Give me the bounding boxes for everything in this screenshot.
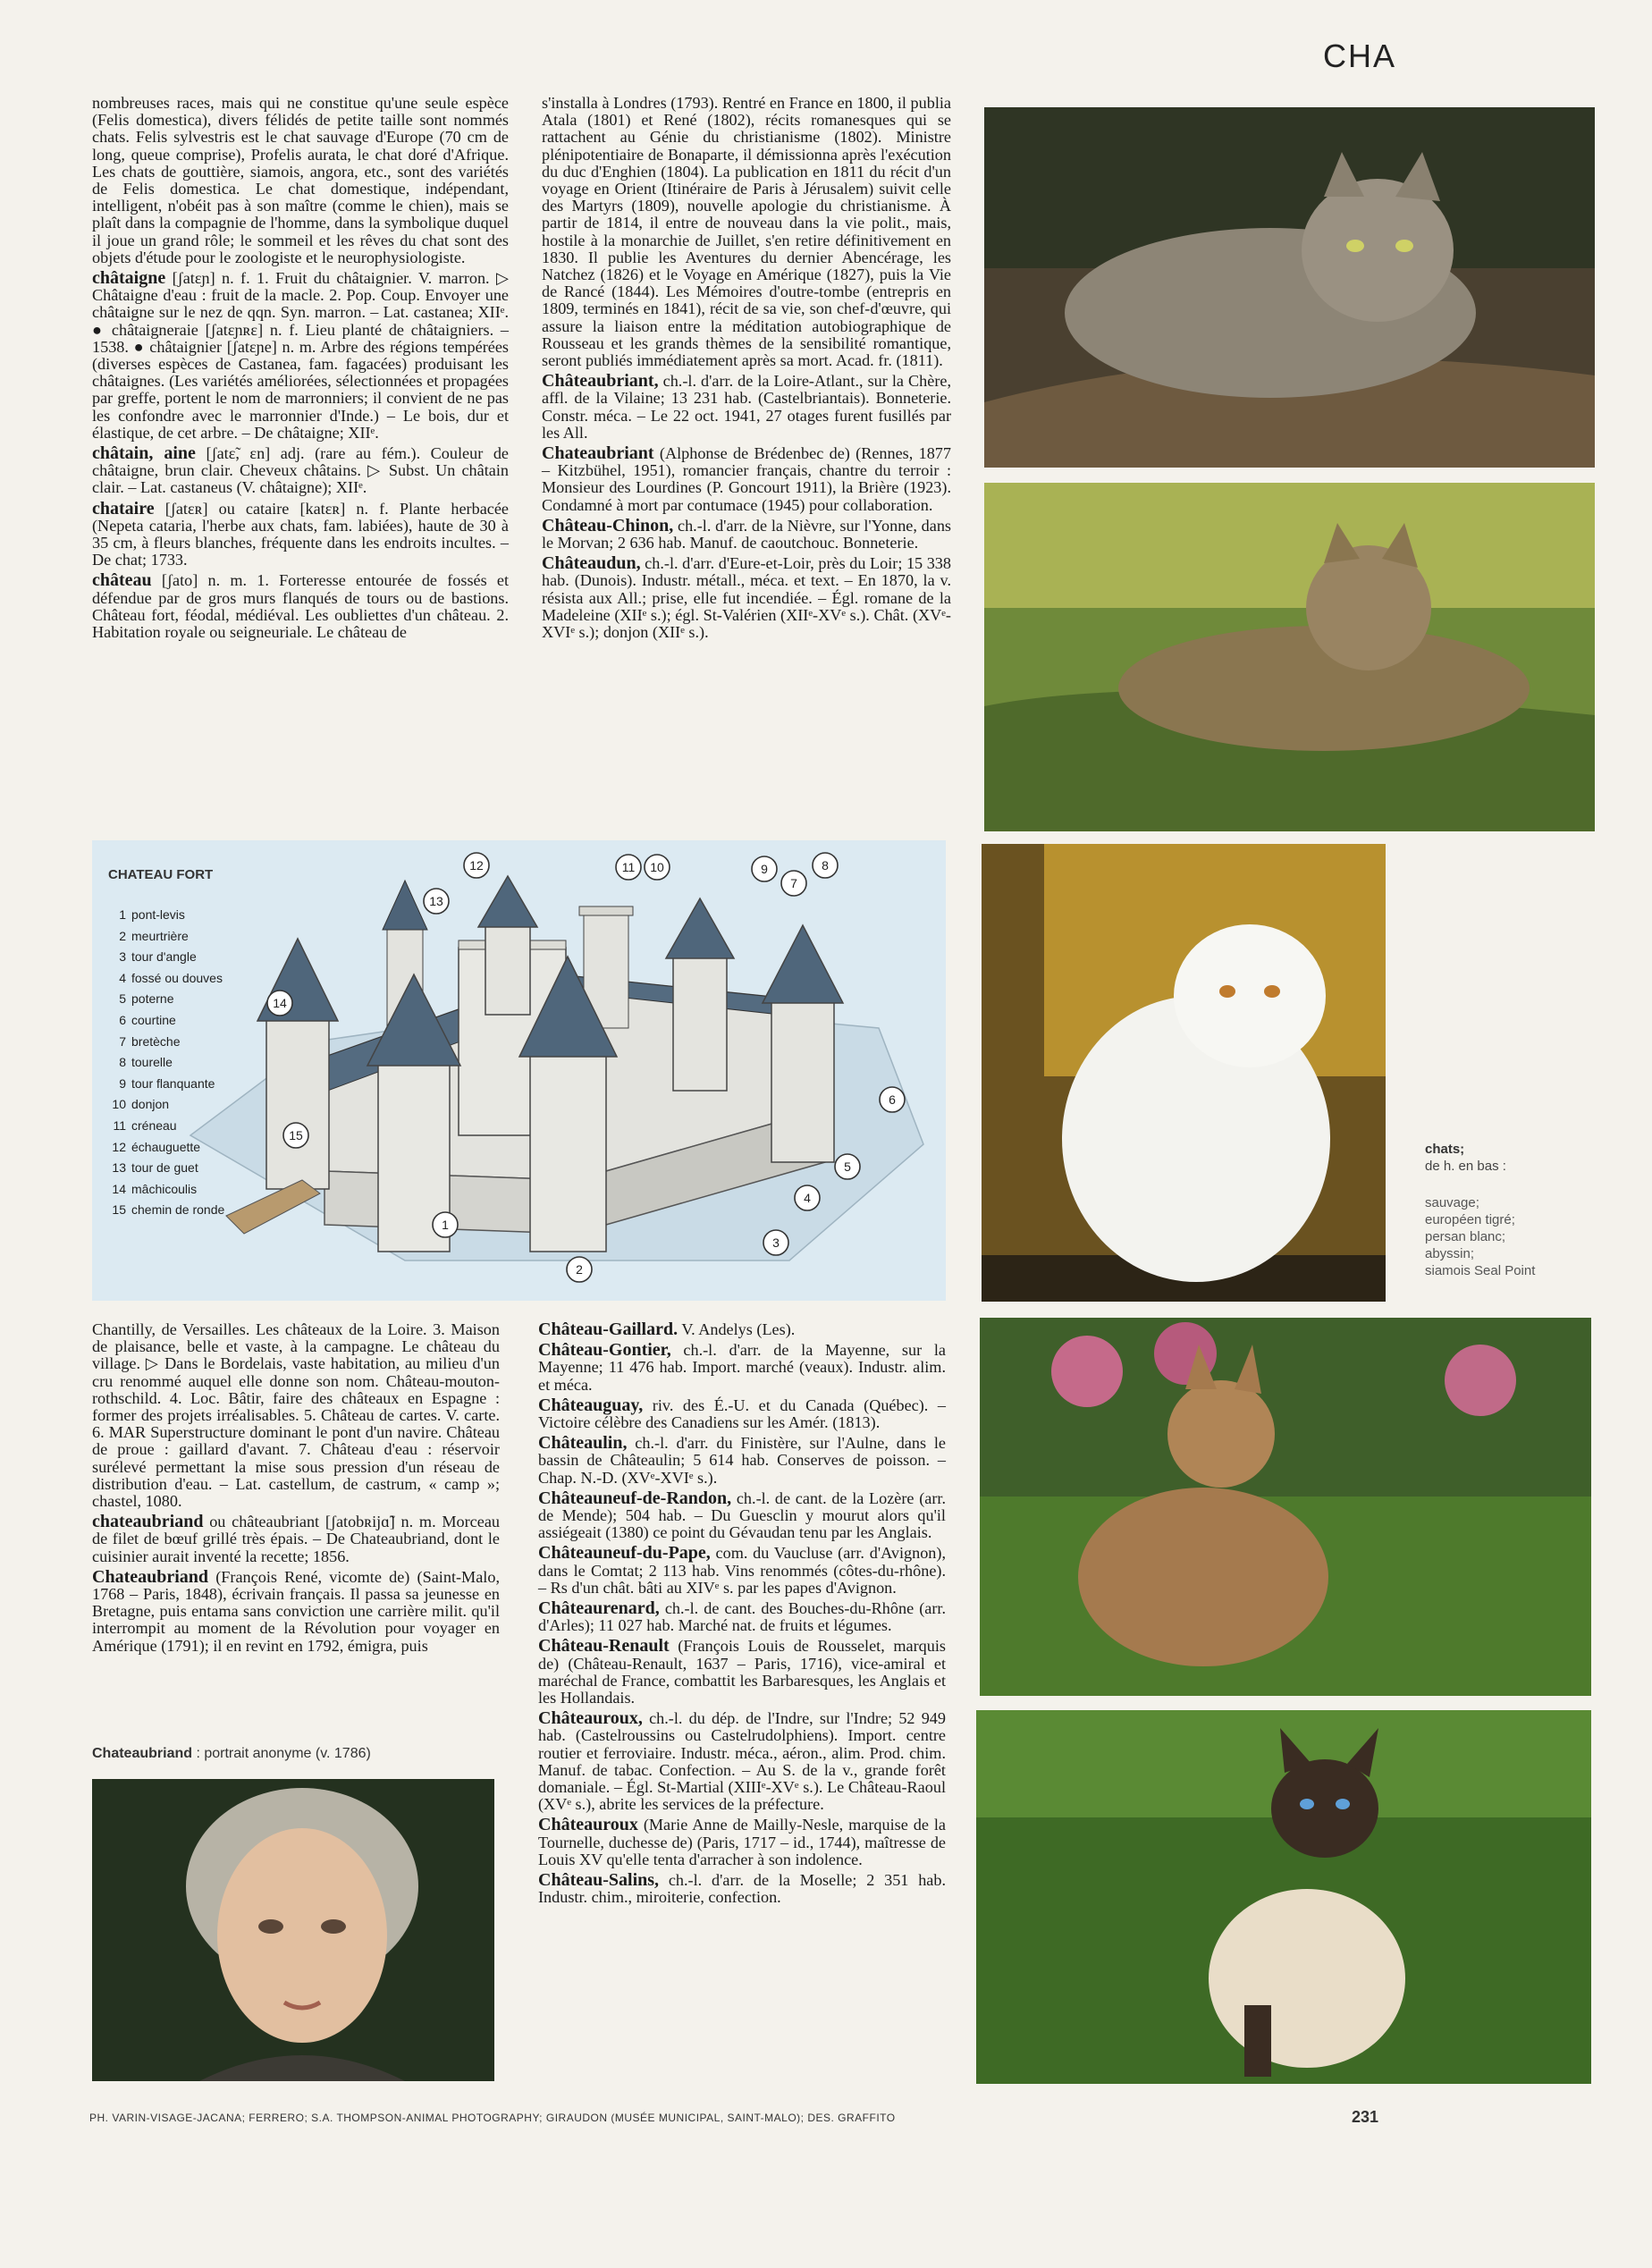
legend-number: 7 bbox=[119, 1033, 126, 1049]
col1-entries bbox=[92, 270, 509, 641]
entry-definition: riv. des É.-U. et du Canada (Québec). – Victoire célèbre des Canadiens sur les Amér. (1813). bbox=[538, 1395, 946, 1432]
entry-headword: Château-Renault bbox=[538, 1636, 670, 1657]
entry-definition: ou châteaubriant [ʃatobʀijɑ̃] n. m. Morceau de filet de bœuf grillé très épais. – De Chateaubriand, dont le cuisinier aurait inventé la recette; 1856. bbox=[92, 1513, 500, 1565]
callout-8 bbox=[813, 853, 838, 878]
legend-label: tourelle bbox=[131, 1055, 173, 1070]
entry-definition: ch.-l. du dép. de l'Indre, sur l'Indre; 52 949 hab. (Castelroussins ou Castelrudolphiens). Import. centre routier et ferroviaire. Industr. méca., aéron., alim. Prod. chim. Manuf. de tabac. Confection. – Au S. de la v., grande forêt domaniale. – Égl. St-Martial (XIIIᵉ-XVᵉ s.). Le Château-Raoul (XVᵉ s.), abrite les services de la préfecture. bbox=[538, 1709, 946, 1814]
legend-label: tour d'angle bbox=[131, 949, 197, 965]
dictionary-entry bbox=[538, 1600, 946, 1634]
dictionary-entry bbox=[542, 445, 951, 514]
svg-text:8: 8 bbox=[822, 858, 829, 873]
svg-text:6: 6 bbox=[889, 1092, 896, 1107]
legend-label: donjon bbox=[131, 1097, 170, 1112]
cat-photo-wild bbox=[984, 107, 1595, 468]
entry-definition: ch.-l. de cant. des Bouches-du-Rhône (arr. d'Arles); 11 027 hab. Marché nat. de fruits et légumes. bbox=[538, 1599, 946, 1635]
entry-definition: ch.-l. d'arr. de la Loire-Atlant., sur la Chère, affl. de la Vilaine; 13 231 hab. (Castelbriantais). Bonneterie. Constr. méca. – Le 22 oct. 1941, 27 otages furent fusillés par les All. bbox=[542, 372, 951, 442]
legend-number: 9 bbox=[119, 1075, 126, 1091]
cat-photo-siamese bbox=[976, 1710, 1591, 2084]
svg-text:4: 4 bbox=[804, 1191, 811, 1205]
entry-definition: ch.-l. d'arr. de la Nièvre, sur l'Yonne, dans le Morvan; 2 636 hab. Manuf. de caoutchouc. Bonneterie. bbox=[542, 516, 951, 552]
entry-headword: château bbox=[92, 570, 152, 591]
legend-label: échauguette bbox=[131, 1139, 201, 1154]
dictionary-entry bbox=[538, 1638, 946, 1707]
entry-headword: Châteaudun, bbox=[542, 553, 641, 574]
dictionary-entry bbox=[538, 1872, 946, 1906]
entry-definition: [ʃato] n. m. 1. Forteresse entourée de fossés et défendue par de gros murs flanqués de tours ou de bastions. Château fort, féodal, médiéval. Les oubliettes d'un château. 2. Habitation royale ou seigneuriale. Le château de bbox=[92, 571, 509, 642]
legend-label: chemin de ronde bbox=[131, 1202, 225, 1218]
cats-caption-item: européen tigré; bbox=[1425, 1212, 1515, 1227]
legend-number: 15 bbox=[112, 1202, 126, 1218]
svg-text:15: 15 bbox=[289, 1128, 303, 1142]
cat-photo-european-tabby bbox=[984, 483, 1595, 831]
page-section-header: CHA bbox=[1323, 38, 1397, 74]
entry-headword: châtaigne bbox=[92, 268, 166, 289]
dictionary-entry bbox=[92, 1566, 500, 1655]
chateaubriand-portrait bbox=[92, 1779, 494, 2081]
dictionary-entry bbox=[542, 555, 951, 641]
dictionary-entry bbox=[538, 1710, 946, 1813]
entry-definition: Chantilly, de Versailles. Les châteaux de la Loire. 3. Maison de plaisance, belle et vaste, à la campagne. Le château du village. ▷ Dans le Bordelais, vaste habitation, au milieu d'un cru renommé auquel elle donne son nom. Château-mouton-rothschild. 4. Loc. Bâtir, faire des châteaux en Espagne : former des projets irréalisables. 5. Château de cartes. V. carte. 6. MAR Superstructure dominant le pont d'un navire. Château de proue : gaillard d'avant. 7. Château d'eau : réservoir surélevé permettant la mise sous pression d'un réseau de distribution d'eau. – Lat. castellum, de castrum, « camp »; chastel, 1080. bbox=[92, 1320, 500, 1511]
entry-definition: ch.-l. de cant. de la Lozère (arr. de Mende); 504 hab. – Du Guesclin y mourut alors qu'il assiégeait (1380) ce point du Gévaudan tenu par les Anglais. bbox=[538, 1488, 946, 1542]
svg-text:13: 13 bbox=[429, 894, 443, 908]
legend-number: 6 bbox=[119, 1012, 126, 1027]
dictionary-entry bbox=[92, 572, 509, 641]
entry-definition: (Alphonse de Brédenbec de) (Rennes, 1877 – Kitzbühel, 1951), romancier français, chantre du terroir : Monsieur des Lourdines (P. Goncourt 1911), la Brière (1923). Condamné à mort par contumace (1945) pour collaboration. bbox=[542, 444, 951, 514]
legend-number: 2 bbox=[119, 928, 126, 943]
callout-12 bbox=[464, 853, 489, 878]
entry-definition: [ʃatɛʀ] ou cataire [katɛʀ] n. f. Plante herbacée (Nepeta cataria, l'herbe aux chats, fam. labiées), haute de 30 à 35 cm, à fleurs blanches, fréquente dans les endroits incultes. – De chat; 1733. bbox=[92, 499, 509, 569]
svg-text:5: 5 bbox=[844, 1159, 851, 1174]
entry-definition: V. Andelys (Les). bbox=[678, 1320, 796, 1338]
svg-text:11: 11 bbox=[621, 860, 636, 874]
entry-definition: ch.-l. d'arr. de la Mayenne, sur la Mayenne; 11 476 hab. Import. marché (veaux). Industr. alim. et méca. bbox=[538, 1341, 946, 1394]
cats-caption-item: sauvage; bbox=[1425, 1195, 1479, 1210]
legend-number: 13 bbox=[112, 1160, 126, 1176]
column-1-bottom bbox=[92, 1321, 500, 1658]
callout-1 bbox=[433, 1212, 458, 1237]
dictionary-entry bbox=[542, 515, 951, 552]
callout-14 bbox=[267, 991, 292, 1016]
col2-bottom-entries bbox=[538, 1321, 946, 1907]
callout-13 bbox=[424, 889, 449, 914]
col2-top-entries bbox=[542, 95, 951, 641]
callout-15 bbox=[283, 1123, 308, 1148]
dictionary-entry bbox=[92, 498, 509, 569]
col1-bottom-entries bbox=[92, 1321, 500, 1655]
legend-number: 3 bbox=[119, 949, 126, 965]
svg-text:3: 3 bbox=[772, 1235, 780, 1250]
cats-caption bbox=[1425, 1141, 1604, 1279]
entry-headword: Châteauroux, bbox=[538, 1708, 643, 1729]
legend-label: tour de guet bbox=[131, 1160, 198, 1176]
entry-definition: s'installa à Londres (1793). Rentré en France en 1800, il publia Atala (1801) et René (1802), récits romanesques qui se rattachent au Génie du christianisme (1802). Ministre plénipotentiaire de Bonaparte, il démissionna après l'exécution du duc d'Enghien (1804). La publication en 1811 du récit d'un voyage en Orient (Itinéraire de Paris à Jérusalem) suivit celle des Martyrs (1809), nouvelle apologie du christianisme. À partir de 1814, il entre de nouveau dans la vie polit., mais, hostile à la monarchie de Juillet, s'en retire définitivement en 1830. Il publie les Aventures du dernier Abencérage, les Natchez (1826) et le Voyage en Amérique (1827), puis la Vie de Rancé (1844). Les Mémoires d'outre-tombe (entrepris en 1809, terminés en 1841), récit de sa vie, son chef-d'œuvre, qui assure la liaison entre la méditation autobiographique de Rousseau et les grands thèmes de la sensibilité romantique, seront publiés immédiatement après sa mort. Acad. fr. (1811). bbox=[542, 94, 951, 370]
legend-label: bretèche bbox=[131, 1033, 181, 1049]
entry-headword: Château-Gaillard. bbox=[538, 1319, 678, 1339]
chateau-fort-diagram bbox=[92, 840, 946, 1301]
legend-label: pont-levis bbox=[131, 907, 185, 922]
diagram-title: CHATEAU FORT bbox=[108, 867, 214, 882]
dictionary-entry bbox=[92, 445, 509, 497]
column-1-top bbox=[92, 95, 509, 645]
callout-9 bbox=[752, 856, 777, 881]
callout-4 bbox=[795, 1185, 820, 1210]
legend-number: 14 bbox=[112, 1181, 126, 1196]
entry-definition: ch.-l. d'arr. de la Moselle; 2 351 hab. Industr. chim., miroiterie, confection. bbox=[538, 1871, 946, 1907]
dictionary-entry bbox=[538, 1342, 946, 1394]
portrait-caption-name: Chateaubriand bbox=[92, 1746, 193, 1761]
entry-headword: Châteauroux bbox=[538, 1815, 638, 1835]
column-2-top bbox=[542, 95, 951, 645]
entry-definition: (François Louis de Rousselet, marquis de) (Château-Renault, 1637 – Paris, 1716), vice-amiral et maréchal de France, combattit les Barbaresques, les Anglais et les Hollandais. bbox=[538, 1637, 946, 1707]
entry-headword: châtain, aine bbox=[92, 443, 196, 464]
entry-definition: ch.-l. d'arr. d'Eure-et-Loir, près du Loir; 15 338 hab. (Dunois). Industr. métall., méca. et text. – En 1870, la v. résista aux All.; prise, elle fut incendiée. – Égl. romane de la Madeleine (XIIᵉ s.); égl. St-Valérien (XIIᵉ-XVᵉ s.). Chât. (XVᵉ-XVIᵉ s.); donjon (XIIᵉ s.). bbox=[542, 554, 951, 642]
callout-6 bbox=[880, 1087, 905, 1112]
legend-label: meurtrière bbox=[131, 928, 189, 943]
dictionary-entry bbox=[538, 1817, 946, 1868]
dictionary-entry bbox=[538, 1321, 946, 1338]
svg-text:14: 14 bbox=[273, 996, 287, 1010]
entry-definition: ch.-l. d'arr. du Finistère, sur l'Aulne, dans le bassin de Châteaulin; 5 614 hab. Conserves de poisson. – Chap. N.-D. (XVᵉ-XVIᵉ s.). bbox=[538, 1434, 946, 1487]
dictionary-entry bbox=[538, 1545, 946, 1597]
portrait-caption bbox=[92, 1745, 371, 1762]
legend-number: 11 bbox=[113, 1117, 126, 1133]
page-number: 231 bbox=[1352, 2108, 1379, 2126]
legend-label: poterne bbox=[131, 991, 174, 1007]
dictionary-entry bbox=[542, 373, 951, 442]
entry-headword: Châteauguay, bbox=[538, 1395, 644, 1415]
entry-definition: [ʃatɛɲ] n. f. 1. Fruit du châtaignier. V. marron. ▷ Châtaigne d'eau : fruit de la macle. 2. Pop. Coup. Envoyer une châtaigne sur le nez de qqn. Syn. marron. – Lat. castanea; XIIᵉ. ● châtaigneraie [ʃatɛɲʀɛ] n. f. Lieu planté de châtaigniers. – 1538. ● châtaignier [ʃatɛɲe] n. m. Arbre des régions tempérées (diverses espèces de Castanea, fam. fagacées) produisant les châtaignes. (Les variétés améliorées, sélectionnées et propagées par greffe, portent le nom de marronniers; il convient de ne pas les confondre avec le marronnier d'Inde.) – Le bois, dur et élastique, de cet arbre. – De châtaigne; XIIᵉ. bbox=[92, 269, 509, 442]
callout-10 bbox=[645, 855, 670, 880]
cats-caption-item: persan blanc; bbox=[1425, 1229, 1506, 1244]
portrait-caption-rest: : portrait anonyme (v. 1786) bbox=[192, 1746, 371, 1761]
svg-text:10: 10 bbox=[650, 860, 664, 874]
svg-text:1: 1 bbox=[442, 1218, 449, 1232]
entry-headword: Château-Gontier, bbox=[538, 1340, 671, 1361]
cats-caption-title: chats; bbox=[1425, 1142, 1465, 1157]
callout-3 bbox=[763, 1230, 788, 1255]
entry-headword: Châteaulin, bbox=[538, 1433, 628, 1454]
photo-credits: PH. VARIN-VISAGE-JACANA; FERRERO; S.A. THOMPSON-ANIMAL PHOTOGRAPHY; GIRAUDON (MUSÉE MUNICIPAL, SAINT-MALO); DES. GRAFFITO bbox=[89, 2112, 896, 2124]
legend-number: 12 bbox=[112, 1139, 126, 1154]
callout-5 bbox=[835, 1154, 860, 1179]
legend-number: 8 bbox=[119, 1055, 126, 1070]
entry-definition: (François René, vicomte de) (Saint-Malo, 1768 – Paris, 1848), écrivain français. Il passa sa jeunesse en Bretagne, puis entama sans conviction une carrière milit. qu'il interrompit au moment de la Révolution pour voyager en Amérique (1791); il en revint en 1792, émigra, puis bbox=[92, 1567, 500, 1655]
entry-headword: Châteauneuf-du-Pape, bbox=[538, 1543, 711, 1564]
entry-headword: chateaubriand bbox=[92, 1512, 204, 1532]
legend-number: 10 bbox=[112, 1097, 126, 1112]
entry-headword: Château-Chinon, bbox=[542, 515, 674, 535]
dictionary-entry bbox=[538, 1397, 946, 1431]
svg-text:2: 2 bbox=[576, 1262, 583, 1277]
dictionary-entry bbox=[92, 270, 509, 442]
entry-headword: Châteaurenard, bbox=[538, 1598, 660, 1619]
column-2-bottom bbox=[538, 1321, 946, 1910]
cats-caption-subtitle: de h. en bas : bbox=[1425, 1159, 1506, 1174]
callout-2 bbox=[567, 1257, 592, 1282]
cats-caption-item: siamois Seal Point bbox=[1425, 1263, 1536, 1278]
dictionary-entry bbox=[538, 1435, 946, 1487]
cat-photo-white-persian bbox=[982, 844, 1386, 1302]
callout-11 bbox=[616, 855, 641, 880]
entry-headword: Chateaubriand bbox=[92, 1566, 209, 1587]
legend-label: mâchicoulis bbox=[131, 1181, 198, 1196]
castle-illustration bbox=[92, 840, 946, 1301]
legend-label: créneau bbox=[131, 1117, 177, 1133]
callout-7 bbox=[781, 871, 806, 896]
cat-photo-abyssinian bbox=[980, 1318, 1591, 1696]
legend-number: 5 bbox=[119, 991, 126, 1007]
legend-number: 4 bbox=[119, 970, 126, 985]
legend-number: 1 bbox=[119, 907, 126, 922]
svg-text:12: 12 bbox=[469, 858, 484, 873]
legend-label: courtine bbox=[131, 1012, 176, 1027]
legend-label: tour flanquante bbox=[131, 1075, 215, 1091]
entry-definition: [ʃatɛ̃, ɛn] adj. (rare au fém.). Couleur de châtaigne, brun clair. Cheveux châtains. ▷ Subst. Un châtain clair. – Lat. castaneus (V. châtaigne); XIIᵉ. bbox=[92, 444, 509, 497]
cats-caption-list bbox=[1425, 1194, 1604, 1279]
dictionary-entry bbox=[538, 1490, 946, 1542]
svg-text:9: 9 bbox=[761, 862, 768, 876]
entry-headword: Château-Salins, bbox=[538, 1870, 660, 1891]
dictionary-entry bbox=[92, 1513, 500, 1565]
cats-caption-item: abyssin; bbox=[1425, 1246, 1475, 1261]
entry-headword: Chateaubriant bbox=[542, 443, 654, 464]
cat-article-text: nombreuses races, mais qui ne constitue qu'une seule espèce (Felis domestica), divers félidés de petite taille sont nommés chats. Felis sylvestris est le chat sauvage d'Europe (70 cm de long, queue comprise), Profelis aurata, le chat doré d'Afrique. Les chats de gouttière, siamois, angora, etc., sont des variétés de Felis domestica. Le chat domestique, indépendant, intelligent, n'obéit pas à son maître (comme le chien), mais se plaît dans la compagnie de l'homme, dans la symbolique duquel il joue un grand rôle; le sommeil et les rêves du chat sont des objets d'étude pour le zoologiste et le neurophysiologiste. bbox=[92, 94, 509, 266]
entry-headword: Châteaubriant, bbox=[542, 371, 659, 392]
entry-definition: (Marie Anne de Mailly-Nesle, marquise de la Tournelle, duchesse de) (Paris, 1717 – id., 1744), maîtresse de Louis XV qu'elle tenta d'arracher à son indolence. bbox=[538, 1816, 946, 1868]
entry-definition: com. du Vaucluse (arr. d'Avignon), dans le Comtat; 2 113 hab. Vins renommés (côtes-du-rhône). – Rs d'un chât. bâti au XIVᵉ s. par les papes d'Avignon. bbox=[538, 1544, 946, 1597]
dictionary-entry bbox=[542, 95, 951, 369]
svg-text:7: 7 bbox=[790, 876, 797, 890]
dictionary-entry bbox=[92, 1321, 500, 1510]
legend-label: fossé ou douves bbox=[131, 970, 223, 985]
entry-headword: chataire bbox=[92, 498, 155, 519]
entry-headword: Châteauneuf-de-Randon, bbox=[538, 1488, 732, 1508]
